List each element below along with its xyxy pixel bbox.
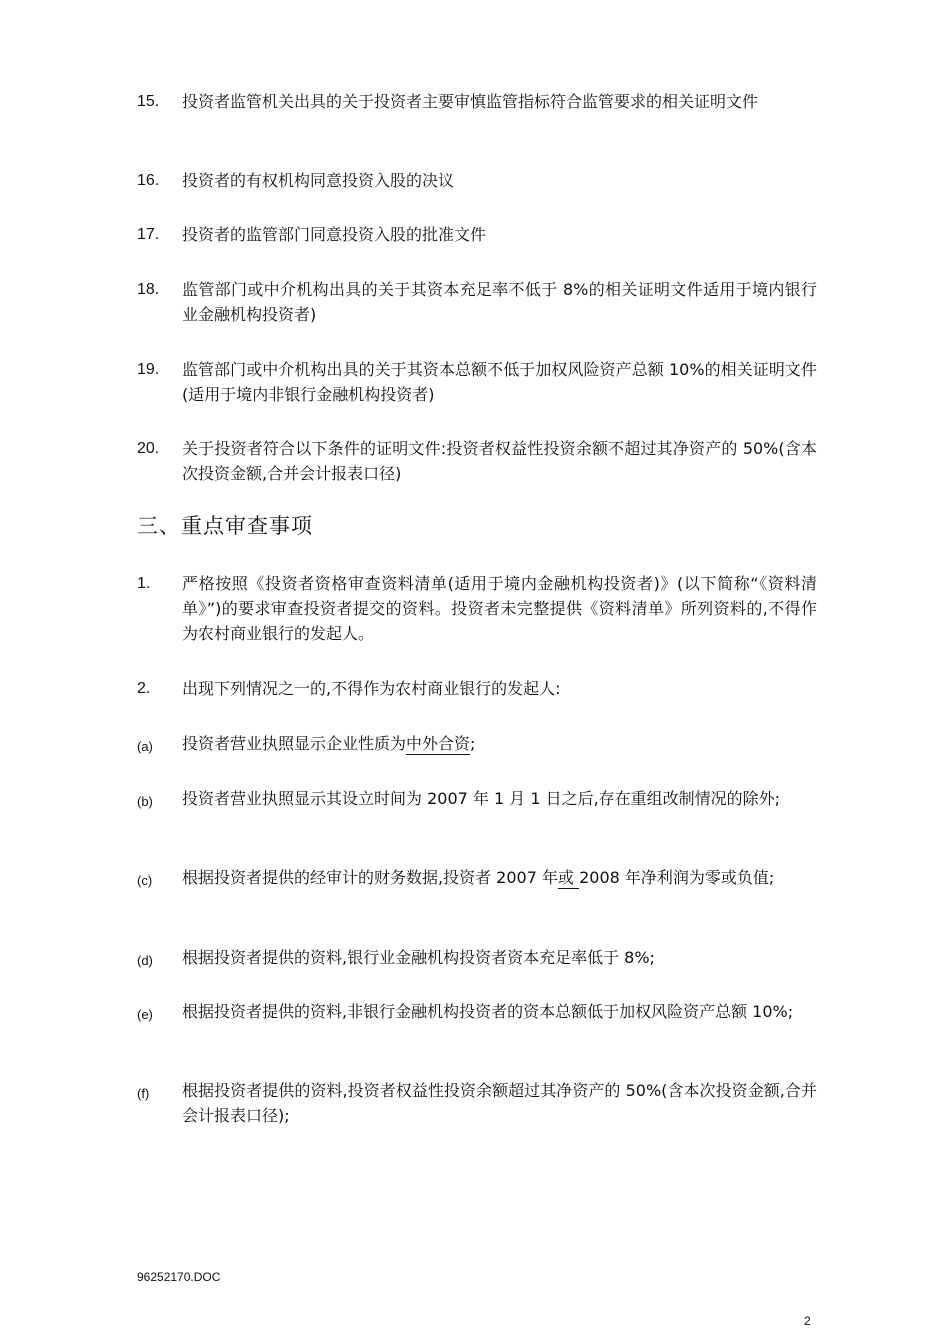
list-item-18 — [137, 277, 817, 327]
item-number: (c) — [137, 873, 153, 888]
text-segment: 2008 年净利润为零或负值; — [579, 868, 775, 887]
item-text: 监管部门或中介机构出具的关于其资本总额不低于加权风险资产总额 10%的相关证明文件(适用于境内非银行金融机构投资者) — [182, 360, 817, 404]
text-segment: ; — [470, 734, 476, 753]
item-number: (a) — [137, 739, 153, 754]
item-text: 根据投资者提供的资料,非银行金融机构投资者的资本总额低于加权风险资产总额 10%; — [182, 1002, 794, 1021]
item-number: 19. — [137, 361, 160, 378]
item-text: 出现下列情况之一的,不得作为农村商业银行的发起人: — [182, 679, 561, 698]
item-text — [182, 731, 817, 756]
list-item-20 — [137, 436, 817, 486]
item-number: (b) — [137, 794, 153, 809]
item-text — [182, 865, 817, 890]
item-number: (f) — [137, 1086, 150, 1101]
footer-filename: 96252170.DOC — [137, 1270, 221, 1284]
item-text: 根据投资者提供的资料,银行业金融机构投资者资本充足率低于 8%; — [182, 948, 655, 967]
item-number: 16. — [137, 172, 160, 189]
sub-item-a — [137, 731, 817, 756]
text-segment: 投资者营业执照显示企业性质为 — [182, 734, 407, 753]
item-number: 1. — [137, 575, 151, 592]
item-text: 投资者营业执照显示其设立时间为 2007 年 1 月 1 日之后,存在重组改制情况的除外; — [182, 789, 781, 808]
text-segment: 根据投资者提供的经审计的财务数据,投资者 2007 年 — [182, 868, 558, 887]
sub-item-c — [137, 865, 817, 890]
list-item-17 — [137, 222, 817, 247]
item-number: 20. — [137, 440, 160, 457]
review-item-2 — [137, 676, 817, 701]
sub-item-e — [137, 999, 817, 1024]
item-text: 投资者的有权机构同意投资入股的决议 — [182, 171, 455, 190]
section-heading: 三、重点审查事项 — [137, 514, 313, 538]
item-number: (e) — [137, 1007, 153, 1022]
item-number: 2. — [137, 680, 151, 697]
list-item-16 — [137, 168, 817, 193]
list-item-19 — [137, 357, 817, 407]
review-item-1 — [137, 571, 817, 646]
item-text: 严格按照《投资者资格审查资料清单(适用于境内金融机构投资者)》(以下简称“《资料清单》”)的要求审查投资者提交的资料。投资者未完整提供《资料清单》所列资料的,不得作为农村商业银行的发起人。 — [182, 574, 817, 643]
item-number: 17. — [137, 226, 160, 243]
item-text: 监管部门或中介机构出具的关于其资本充足率不低于 8%的相关证明文件适用于境内银行业金融机构投资者) — [182, 280, 817, 324]
sub-item-f — [137, 1078, 817, 1128]
underlined-text: 中外合资 — [406, 734, 471, 753]
item-text: 投资者监管机关出具的关于投资者主要审慎监管指标符合监管要求的相关证明文件 — [182, 92, 759, 111]
item-text: 关于投资者符合以下条件的证明文件:投资者权益性投资余额不超过其净资产的 50%(含本次投资金额,合并会计报表口径) — [182, 439, 817, 483]
item-number: 18. — [137, 281, 160, 298]
page-number: 2 — [804, 1314, 811, 1328]
list-item-15 — [137, 89, 817, 114]
sub-item-d — [137, 945, 817, 970]
item-text: 根据投资者提供的资料,投资者权益性投资余额超过其净资产的 50%(含本次投资金额,合并会计报表口径); — [182, 1081, 817, 1125]
underlined-text: 或 — [557, 868, 580, 887]
item-number: (d) — [137, 953, 153, 968]
item-text: 投资者的监管部门同意投资入股的批准文件 — [182, 225, 487, 244]
item-number: 15. — [137, 93, 160, 110]
sub-item-b — [137, 786, 817, 811]
